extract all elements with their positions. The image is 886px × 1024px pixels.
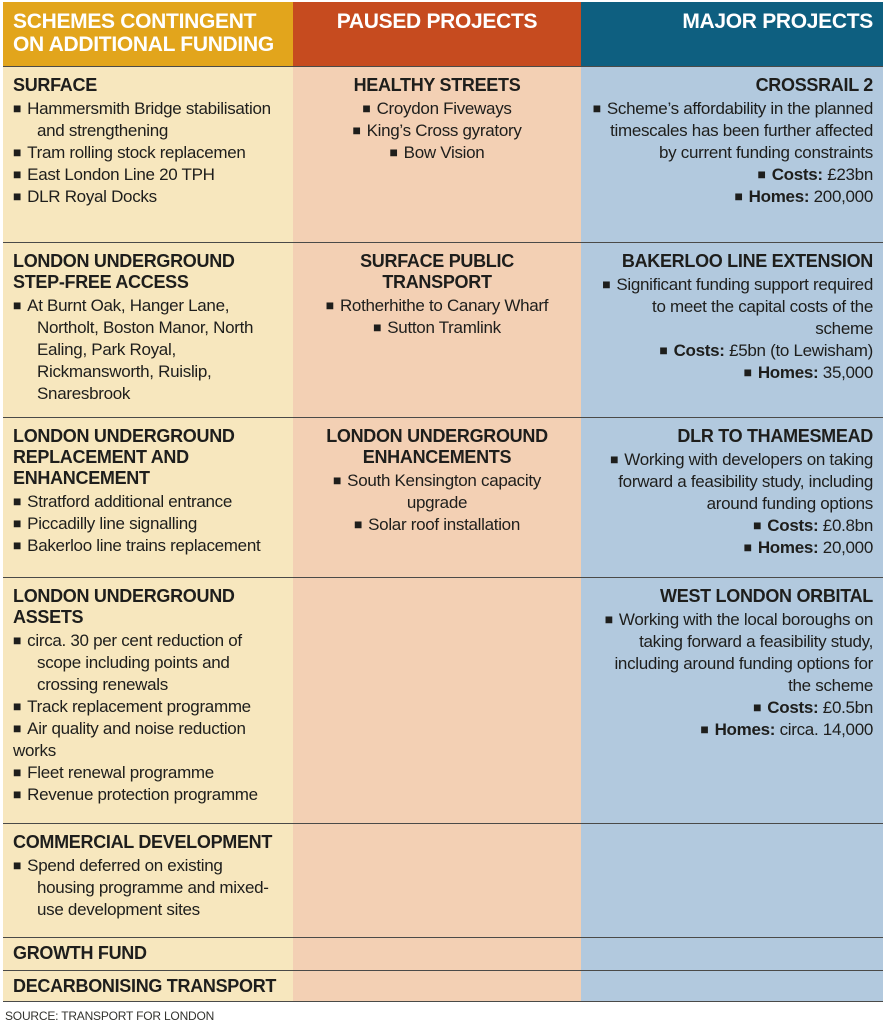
list-item: ■ South Kensington capacity upgrade: [333, 471, 541, 512]
item-label: Homes:: [748, 187, 810, 206]
list-item: ■ Significant funding support required to meet the capital costs of the scheme: [602, 275, 873, 338]
list-item: ■ Costs: £0.8bn: [753, 516, 873, 535]
section-title: LONDON UNDERGROUND ASSETS: [13, 586, 235, 627]
column-header-schemes-contingent: SCHEMES CONTINGENT ON ADDITIONAL FUNDING: [3, 2, 293, 66]
square-bullet-icon: ■: [602, 276, 611, 292]
list-item: ■ Track replacement programme: [13, 697, 251, 716]
section-title: BAKERLOO LINE EXTENSION: [621, 251, 873, 271]
section-title: LONDON UNDERGROUND ENHANCEMENTS: [326, 426, 548, 467]
list-item: ■ DLR Royal Docks: [13, 187, 157, 206]
cell-decarbonising-transport: [3, 970, 293, 1001]
list-item: ■ Stratford additional entrance: [13, 492, 233, 511]
cell-lu-enhancements: [293, 417, 581, 577]
square-bullet-icon: ■: [743, 364, 752, 380]
cell-empty: [293, 970, 581, 1001]
square-bullet-icon: ■: [757, 166, 766, 182]
square-bullet-icon: ■: [610, 451, 619, 467]
column-header-paused-projects: PAUSED PROJECTS: [293, 2, 581, 66]
square-bullet-icon: ■: [13, 786, 22, 802]
square-bullet-icon: ■: [13, 515, 22, 531]
cell-crossrail-2: [581, 66, 883, 242]
square-bullet-icon: ■: [362, 100, 371, 116]
square-bullet-icon: ■: [13, 100, 22, 116]
item-label: Homes:: [714, 720, 776, 739]
square-bullet-icon: ■: [373, 319, 382, 335]
list-item: ■ Working with developers on taking forward a feasibility study, including around funding options: [610, 450, 873, 513]
square-bullet-icon: ■: [743, 539, 752, 555]
section-title: LONDON UNDERGROUND STEP-FREE ACCESS: [13, 251, 235, 292]
square-bullet-icon: ■: [13, 698, 22, 714]
list-item: ■ Homes: 20,000: [743, 538, 873, 557]
cell-lu-assets: [3, 577, 293, 823]
section-title: SURFACE PUBLIC TRANSPORT: [360, 251, 514, 292]
cell-empty: [293, 577, 581, 823]
cell-surface: [3, 66, 293, 242]
square-bullet-icon: ■: [13, 297, 22, 313]
square-bullet-icon: ■: [659, 342, 668, 358]
list-item: ■ Working with the local boroughs on taking forward a feasibility study, including around funding options for the scheme: [604, 610, 873, 695]
square-bullet-icon: ■: [352, 122, 361, 138]
list-item: ■ Bakerloo line trains replacement: [13, 536, 261, 555]
cell-empty: [293, 937, 581, 970]
square-bullet-icon: ■: [389, 144, 398, 160]
list-item: ■ Hammersmith Bridge stabilisation and strengthening: [13, 99, 271, 140]
section-title: DLR TO THAMESMEAD: [677, 426, 873, 446]
list-item: ■ Homes: 200,000: [734, 187, 873, 206]
square-bullet-icon: ■: [13, 188, 22, 204]
section-title: HEALTHY STREETS: [353, 75, 521, 95]
list-item: ■ Costs: £5bn (to Lewisham): [659, 341, 873, 360]
list-item: ■ Tram rolling stock replacemen: [13, 143, 246, 162]
square-bullet-icon: ■: [13, 493, 22, 509]
square-bullet-icon: ■: [13, 537, 22, 553]
section-title: GROWTH FUND: [13, 943, 147, 963]
square-bullet-icon: ■: [753, 699, 762, 715]
list-item: ■ King’s Cross gyratory: [352, 121, 522, 140]
list-item: ■ Homes: circa. 14,000: [700, 720, 873, 739]
list-item: ■ Homes: 35,000: [743, 363, 873, 382]
square-bullet-icon: ■: [700, 721, 709, 737]
cell-empty: [581, 823, 883, 937]
list-item: ■ circa. 30 per cent reduction of scope including points and crossing renewals: [13, 631, 242, 694]
list-item: ■ Croydon Fiveways: [362, 99, 512, 118]
item-label: Homes:: [757, 363, 819, 382]
list-item: ■ Scheme’s affordability in the planned timescales has been further affected by current funding constraints: [592, 99, 873, 162]
cell-dlr-to-thamesmead: [581, 417, 883, 577]
list-item: ■ Costs: £23bn: [757, 165, 873, 184]
item-label: Homes:: [757, 538, 819, 557]
square-bullet-icon: ■: [13, 166, 22, 182]
list-item: ■ Air quality and noise reduction works: [13, 719, 246, 760]
square-bullet-icon: ■: [13, 144, 22, 160]
item-label: Costs:: [767, 516, 819, 535]
square-bullet-icon: ■: [333, 472, 342, 488]
list-item: ■ Piccadilly line signalling: [13, 514, 198, 533]
list-item: ■ Solar roof installation: [353, 515, 520, 534]
funding-table: [3, 2, 883, 1002]
section-title: CROSSRAIL 2: [755, 75, 873, 95]
square-bullet-icon: ■: [753, 517, 762, 533]
cell-west-london-orbital: [581, 577, 883, 823]
section-title: WEST LONDON ORBITAL: [660, 586, 873, 606]
list-item: ■ Costs: £0.5bn: [753, 698, 873, 717]
square-bullet-icon: ■: [13, 764, 22, 780]
square-bullet-icon: ■: [604, 611, 613, 627]
list-item: ■ Sutton Tramlink: [373, 318, 501, 337]
cell-step-free-access: [3, 242, 293, 417]
item-label: Costs:: [673, 341, 725, 360]
square-bullet-icon: ■: [353, 516, 363, 532]
list-item: ■ Spend deferred on existing housing programme and mixed-use development sites: [13, 856, 269, 919]
cell-lu-replacement-enhancement: [3, 417, 293, 577]
square-bullet-icon: ■: [325, 297, 334, 313]
list-item: ■ At Burnt Oak, Hanger Lane, Northolt, Boston Manor, North Ealing, Park Royal, Rickmansworth, Ruislip, Snaresbrook: [13, 296, 254, 403]
cell-empty: [581, 970, 883, 1001]
square-bullet-icon: ■: [13, 857, 22, 873]
cell-commercial-development: [3, 823, 293, 937]
square-bullet-icon: ■: [734, 188, 743, 204]
item-label: Costs:: [767, 698, 819, 717]
square-bullet-icon: ■: [13, 720, 22, 736]
cell-healthy-streets: [293, 66, 581, 242]
cell-empty: [581, 937, 883, 970]
cell-surface-public-transport: [293, 242, 581, 417]
section-title: DECARBONISING TRANSPORT: [13, 976, 277, 996]
list-item: ■ Fleet renewal programme: [13, 763, 214, 782]
section-title: COMMERCIAL DEVELOPMENT: [13, 832, 273, 852]
list-item: ■ East London Line 20 TPH: [13, 165, 215, 184]
section-title: SURFACE: [13, 75, 97, 95]
cell-bakerloo-line-extension: [581, 242, 883, 417]
list-item: ■ Revenue protection programme: [13, 785, 258, 804]
square-bullet-icon: ■: [592, 100, 601, 116]
item-label: Costs:: [771, 165, 823, 184]
section-title: LONDON UNDERGROUND REPLACEMENT AND ENHANCEMENT: [13, 426, 235, 488]
column-header-major-projects: MAJOR PROJECTS: [581, 2, 883, 66]
cell-empty: [293, 823, 581, 937]
list-item: ■ Rotherhithe to Canary Wharf: [325, 296, 549, 315]
cell-growth-fund: [3, 937, 293, 970]
source-note: SOURCE: TRANSPORT FOR LONDON: [5, 1009, 215, 1023]
list-item: ■ Bow Vision: [389, 143, 485, 162]
square-bullet-icon: ■: [13, 632, 22, 648]
